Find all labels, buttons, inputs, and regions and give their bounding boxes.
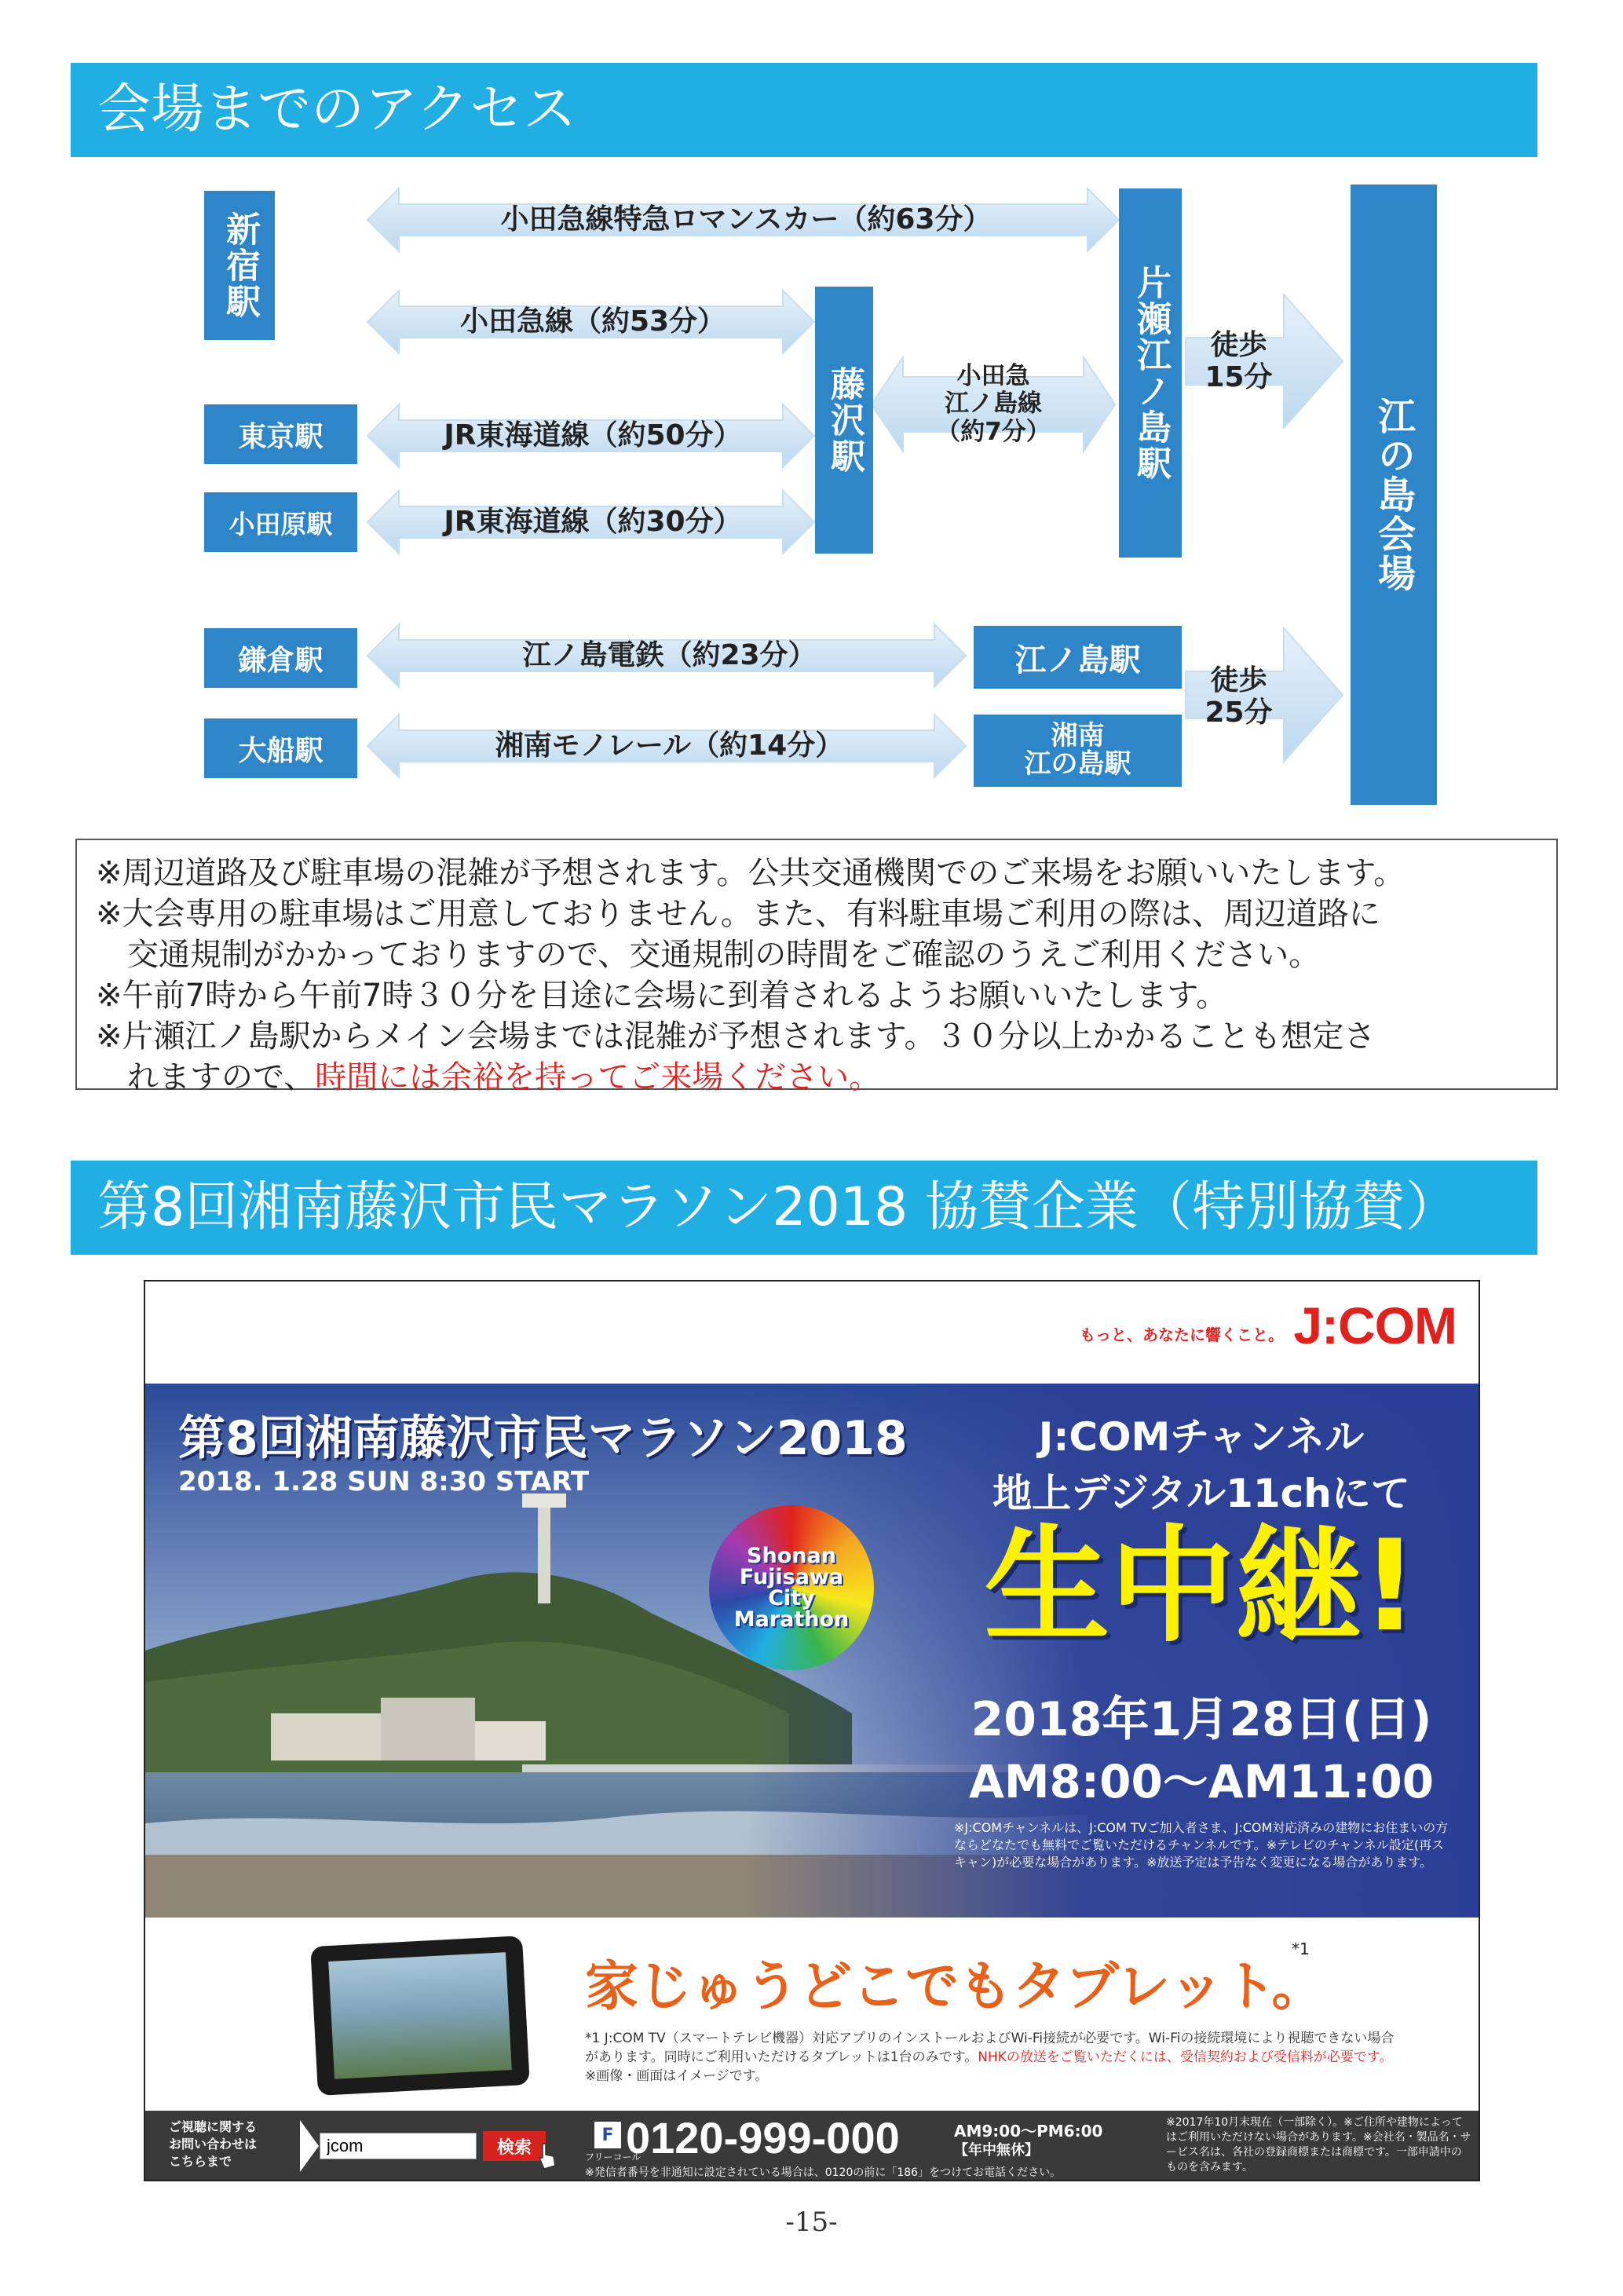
tablet-note: *1 J:COM TV（スマートテレビ機器）対応アプリのインストールおよびWi-Fi接続が必要です。Wi-Fiの接続環境により視聴できない場合があります。同時にご利用いただけるタブレットは1台のみです。NHKの放送をご覧いただくには、受信契約および受信料が必要です。※画像・画面はイメージです。	[585, 2031, 1395, 2084]
inquiry-label: ご視聴に関する お問い合わせは こちらまで	[169, 2119, 258, 2169]
tablet-headline: 家じゅうどこでもタブレット。	[585, 1956, 1325, 2018]
note-1: ※周辺道路及び駐車場の混雑が予想されます。公共交通機関でのご来場をお願いいたします。	[96, 855, 1406, 891]
route-odakyu: 小田急線（約53分）	[459, 305, 726, 338]
marathon-emblem: Shonan Fujisawa City Marathon	[709, 1505, 874, 1670]
station-odawara: 小田原駅	[204, 492, 357, 552]
note-3: ※午前7時から午前7時３０分を目途に会場に到着されるようお願いいたします。	[96, 978, 1228, 1014]
legal-note: ※2017年10月末現在（一部除く）。※ご住所や建物によってはご利用いただけない場合があります。※会社名・製品名・サービス名は、各社の登録商標または商標です。一部申請中のものを含みます。	[1166, 2116, 1471, 2174]
search-input[interactable]	[320, 2133, 477, 2159]
route-jr-tokyo: JR東海道線（約50分）	[444, 419, 742, 452]
broadcast-date: 2018年1月28日(日)	[971, 1692, 1432, 1747]
section-banner-sponsor	[71, 1161, 1537, 1255]
route-walk25: 徒歩 25分	[1204, 664, 1273, 729]
phone-hours: AM9:00〜PM6:00	[954, 2122, 1103, 2141]
station-shinjuku: 新宿駅	[204, 191, 275, 340]
freecall-icon: F	[594, 2122, 621, 2148]
station-tokyo: 東京駅	[204, 404, 357, 464]
section-title: 会場までのアクセス	[97, 79, 576, 141]
tablet-footnote-mark: *1	[1292, 1940, 1310, 1958]
tablet-screen	[328, 1952, 512, 2079]
ad-contact-bar	[145, 2111, 1480, 2181]
access-diagram	[188, 177, 1445, 828]
ad-event-title: 第8回湘南藤沢市民マラソン2018	[178, 1411, 908, 1466]
channel-line-2: 地上デジタル11chにて	[992, 1471, 1410, 1516]
freecall-label: フリーコール	[585, 2152, 642, 2163]
ad-tablet-section	[145, 1918, 1480, 2111]
phone-hours-note: 【年中無休】	[954, 2142, 1039, 2159]
note-2: ※大会専用の駐車場はご用意しておりません。また、有料駐車場ご利用の際は、周辺道路に	[96, 896, 1380, 932]
route-jr-odawara: JR東海道線（約30分）	[444, 506, 742, 539]
note-4: ※片瀬江ノ島駅からメイン会場までは混雑が予想されます。３０分以上かかることも想定さ	[96, 1018, 1376, 1055]
ad-event-date: 2018. 1.28 SUN 8:30 START	[178, 1466, 590, 1497]
station-kamakura: 鎌倉駅	[204, 628, 357, 688]
pointer-hand-icon	[536, 2142, 558, 2170]
ad-main-panel	[145, 1384, 1480, 1918]
access-notes	[75, 839, 1558, 1095]
sponsor-ad	[144, 1280, 1480, 2181]
station-katase-enoshima: 片瀬江ノ島駅	[1119, 188, 1182, 558]
chevron-right-icon	[298, 2119, 322, 2174]
note-2-cont: 交通規制がかかっておりますので、交通規制の時間をご確認のうえご利用ください。	[127, 937, 1321, 973]
section-banner-access	[71, 63, 1537, 157]
route-fujisawa-katase: 小田急 江ノ島線 （約7分）	[936, 361, 1051, 446]
note-4-cont: れますので、時間には余裕を持ってご来場ください。	[127, 1059, 881, 1095]
channel-line-1: J:COMチャンネル	[1038, 1414, 1365, 1460]
station-shonan-enoshima: 湘南 江の島駅	[974, 715, 1182, 787]
phone-note: ※発信者番号を非通知に設定されている場合は、0120の前に「186」をつけてお電話ください。	[585, 2166, 1062, 2179]
tablet-image	[310, 1936, 530, 2096]
station-enoshima: 江ノ島駅	[974, 626, 1182, 689]
channel-note: ※J:COMチャンネルは、J:COM TVご加入者さま、J:COM対応済みの建物にお住まいの方ならどなたでも無料でご覧いただけるチャンネルです。※テレビのチャンネル設定(再スキャン)が必要な場合があります。※放送予定は予告なく変更になる場合があります。	[954, 1820, 1449, 1870]
search-button[interactable]: 検索	[483, 2131, 546, 2161]
page-number: -15-	[785, 2206, 838, 2238]
jcom-logo: J:COM	[1293, 1296, 1457, 1355]
ad-header	[145, 1281, 1480, 1384]
station-fujisawa: 藤沢駅	[815, 287, 873, 554]
route-enoden: 江ノ島電鉄（約23分）	[522, 639, 817, 672]
route-romancecar: 小田急線特急ロマンスカー（約63分）	[500, 203, 992, 236]
note-4-highlight: 時間には余裕を持ってご来場ください。	[315, 1059, 881, 1095]
route-monorail: 湘南モノレール（約14分）	[495, 729, 844, 762]
section-title: 第8回湘南藤沢市民マラソン2018 協賛企業（特別協賛）	[97, 1176, 1459, 1238]
route-walk15: 徒歩 15分	[1204, 328, 1273, 393]
station-ofuna: 大船駅	[204, 718, 357, 778]
broadcast-time: AM8:00〜AM11:00	[968, 1755, 1435, 1808]
venue-enoshima: 江の島会場	[1351, 185, 1437, 805]
live-broadcast: 生中継!	[984, 1512, 1419, 1659]
ad-tagline: もっと、あなたに響くこと。	[1080, 1325, 1284, 1344]
phone-number[interactable]: 0120-999-000	[626, 2113, 900, 2163]
